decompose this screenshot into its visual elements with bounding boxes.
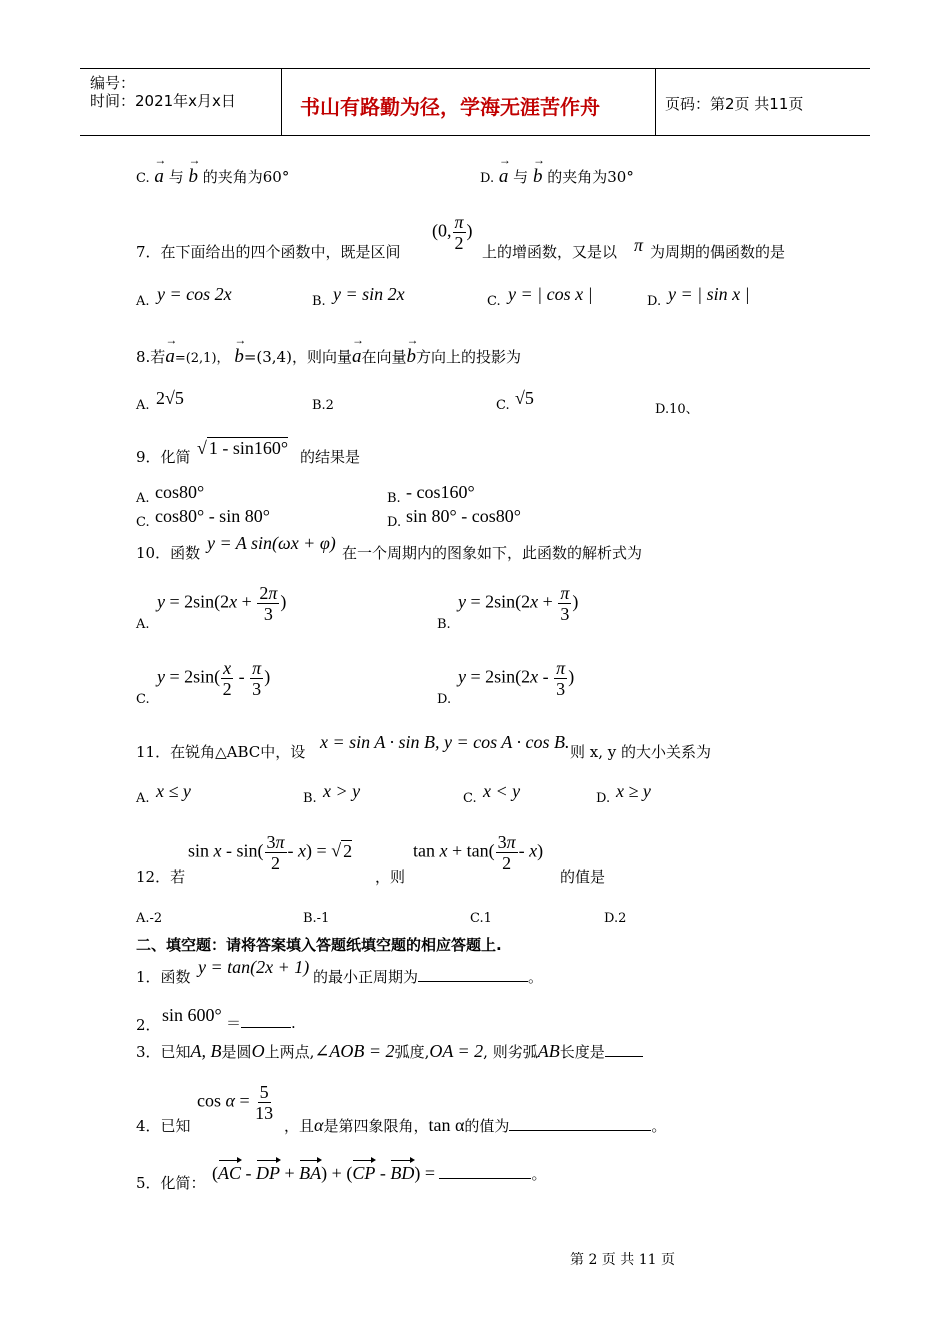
q9-option-b: - cos160° [406, 482, 475, 502]
q10-stem-end: 在一个周期内的图象如下，此函数的解析式为 [342, 544, 643, 562]
q11-stem-end: 则 x, y 的大小关系为 [570, 743, 712, 761]
answer-blank[interactable] [509, 1130, 651, 1131]
q11-a-letter: A. [136, 791, 150, 806]
q10-d-letter: D. [437, 692, 452, 707]
q11-stem-start: 11．在锐角△ABC中，设 [136, 743, 306, 761]
header-code-label: 编号： [90, 74, 136, 92]
vector-a: → a [499, 166, 509, 188]
q10-option-a: y = 2sin(2x + $\frac{2\pi}{3}$ ) [157, 583, 287, 624]
q10-c-letter: C. [136, 692, 150, 707]
q9-option-a: cos80° [155, 482, 205, 502]
q8-c-letter: C. [496, 398, 510, 413]
q8-option-d: D.10、 [655, 402, 699, 417]
q7-pi: π [634, 235, 644, 255]
q12-condition: sin x - sin( $\frac{3\pi}{2}$ - x) = √ 2 [188, 832, 353, 873]
q10-option-d: y = 2sin(2x - $\frac{\pi}{3}$ ) [458, 658, 575, 699]
q10-a-letter: A. [136, 617, 150, 632]
q8-option-b: B.2 [312, 398, 334, 413]
header-time-label: 时间：2021年x月x日 [90, 92, 236, 110]
q11-option-a: x ≤ y [156, 781, 191, 801]
q6-option-d: D. → a 与 → b 的夹角为30° [480, 166, 634, 188]
q9-c-letter: C. [136, 515, 150, 530]
answer-blank[interactable] [241, 1027, 291, 1028]
q7-d-letter: D. [647, 294, 662, 309]
vector-a: → a [352, 346, 362, 368]
q11-expression: x = sin A · sin B, y = cos A · cos B. [320, 732, 570, 752]
q12-target: tan x + tan( $\frac{3\pi}{2}$ - x) [413, 832, 544, 873]
f5-expression: (AC - DP + BA) + (CP - BD) = 。 [212, 1163, 547, 1183]
q8-a-letter: A. [136, 398, 150, 413]
answer-blank[interactable] [418, 981, 528, 982]
header-divider-1 [281, 68, 282, 136]
q10-option-c: y = 2sin( $\frac{x}{2}$ - $\frac{\pi}{3}$ ) [157, 658, 271, 699]
q10-b-letter: B. [437, 617, 451, 632]
q12-option-b: B.-1 [303, 911, 330, 926]
vector-a: → a [154, 166, 164, 188]
section-2-title: 二、填空题：请将答案填入答题纸填空题的相应答题上. [136, 936, 502, 954]
f1-function: y = tan(2x + 1) [198, 957, 310, 977]
q11-option-d: x ≥ y [616, 781, 651, 801]
q12-stem-end: 的值是 [560, 868, 606, 886]
q7-stem-end: 上的增函数，又是以 [482, 243, 618, 261]
answer-blank[interactable] [605, 1056, 643, 1057]
f1-end: 的最小正周期为 。 [313, 968, 544, 986]
header-bottom-border [80, 135, 870, 136]
page-footer: 第 2 页 共 11 页 [570, 1252, 675, 1268]
q12-stem-start: 12．若 [136, 868, 186, 886]
q7-option-a: y = cos 2x [157, 284, 232, 304]
f4-cos: cos α = $\frac{5}{13}$ [197, 1082, 274, 1123]
vector-b: → b [234, 346, 244, 368]
f4-start: 4．已知 [136, 1117, 191, 1135]
vector-b: → b [188, 166, 198, 188]
f2-expression: sin 600° [162, 1005, 222, 1025]
header-page-info: 页码：第2页 共11页 [665, 95, 804, 113]
q9-option-c: cos80° - sin 80° [155, 506, 270, 526]
f2-start: 2． [136, 1016, 161, 1034]
q11-d-letter: D. [596, 791, 611, 806]
f3-line: 3．已知A, B是圆O上两点,∠AOB = 2弧度,OA = 2, 则劣弧AB长度是 [136, 1041, 643, 1062]
f5-start: 5．化简： [136, 1174, 206, 1192]
q8-stem: 8.若→ a=(2,1)， → b=(3,4)，则向量→ a在向量→ b方向上的投影为 [136, 346, 521, 368]
q7-b-letter: B. [312, 294, 326, 309]
q9-stem-start: 9．化简 [136, 448, 191, 466]
q9-d-letter: D. [387, 515, 402, 530]
q9-a-letter: A. [136, 491, 150, 506]
f2-answer: ＝ . [226, 1014, 296, 1032]
q11-option-b: x > y [323, 781, 361, 801]
q11-c-letter: C. [463, 791, 477, 806]
q9-radical: √ 1 - sin160° [197, 438, 289, 458]
q12-option-d: D.2 [604, 911, 627, 926]
q12-option-a: A.-2 [136, 911, 163, 926]
q7-option-d: y = | sin x | [668, 284, 750, 304]
q7-stem-start: 7．在下面给出的四个函数中，既是区间 [136, 243, 401, 261]
q11-b-letter: B. [303, 791, 317, 806]
q12-option-c: C.1 [470, 911, 492, 926]
f4-rest: ，且α是第四象限角，tan α的值为 。 [284, 1115, 667, 1135]
q7-a-letter: A. [136, 294, 150, 309]
header-divider-2 [655, 68, 656, 136]
q6-option-c: C. → a 与 → b 的夹角为60° [136, 166, 289, 188]
q9-b-letter: B. [387, 491, 401, 506]
q10-stem-start: 10．函数 [136, 544, 201, 562]
q8-option-c: √5 [515, 388, 534, 408]
vector-b: → b [406, 346, 416, 368]
vector-a: → a [165, 346, 175, 368]
q7-option-c: y = | cos x | [508, 284, 593, 304]
q11-option-c: x < y [483, 781, 521, 801]
f1-start: 1．函数 [136, 968, 191, 986]
q10-function: y = A sin(ωx + φ) [207, 533, 336, 553]
q7-c-letter: C. [487, 294, 501, 309]
q9-stem-end: 的结果是 [300, 448, 361, 466]
vector-b: → b [533, 166, 543, 188]
answer-blank[interactable] [439, 1178, 531, 1179]
q9-option-d: sin 80° - cos80° [406, 506, 521, 526]
q7-stem-tail: 为周期的偶函数的是 [650, 243, 786, 261]
q12-comma-then: ，则 [375, 868, 406, 886]
q8-option-a: 2√5 [156, 388, 184, 408]
header-motto: 书山有路勤为径，学海无涯苦作舟 [300, 95, 600, 119]
q10-option-b: y = 2sin(2x + $\frac{\pi}{3}$ ) [458, 583, 579, 624]
header-top-border [80, 68, 870, 69]
q7-interval: (0, $\frac{\pi}{2}$ ) [432, 212, 473, 253]
q7-option-b: y = sin 2x [333, 284, 405, 304]
